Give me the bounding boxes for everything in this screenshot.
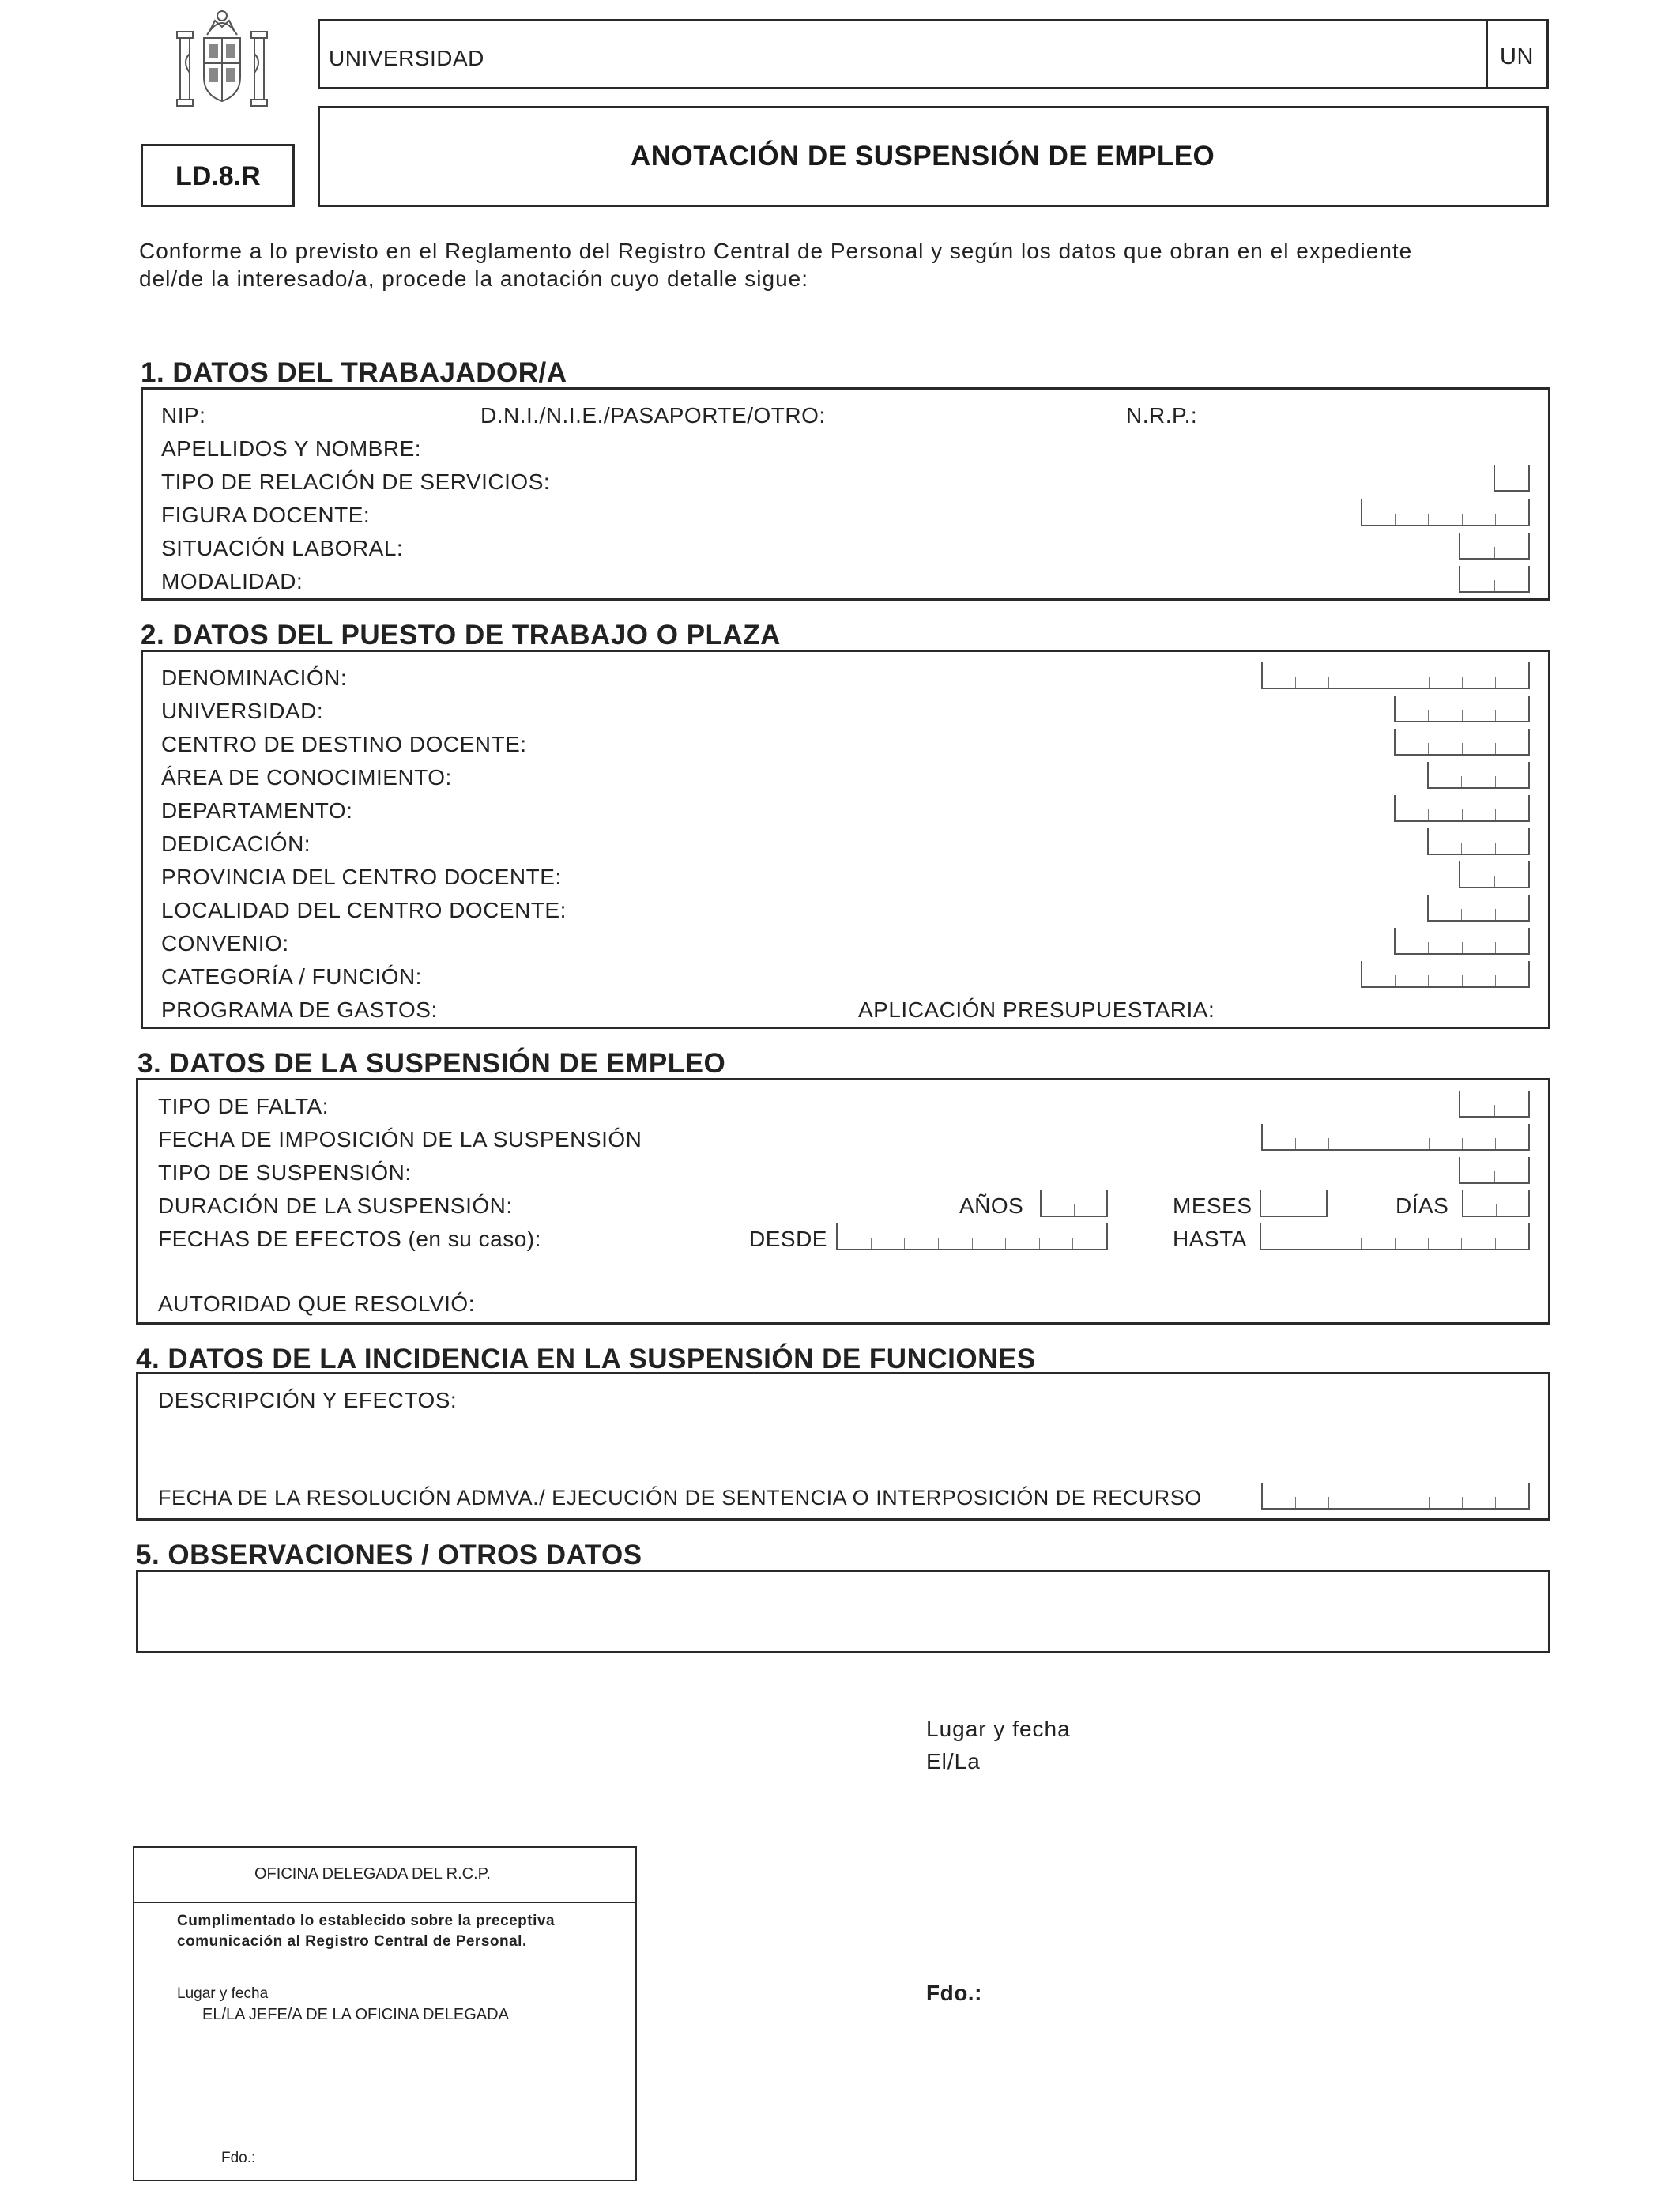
meses-cells[interactable] — [1260, 1190, 1328, 1217]
categoria-label: CATEGORÍA / FUNCIÓN: — [161, 964, 422, 989]
lugar-fecha-label: Lugar y fecha — [926, 1717, 1071, 1741]
figura-cells[interactable] — [1361, 499, 1530, 526]
departamento-label: DEPARTAMENTO: — [161, 798, 353, 823]
tipo-falta-label: TIPO DE FALTA: — [158, 1094, 330, 1118]
dias-cells[interactable] — [1462, 1190, 1530, 1217]
hasta-cells[interactable] — [1260, 1223, 1530, 1250]
fecha-resolucion-cells[interactable] — [1261, 1483, 1530, 1510]
section-3-title: 3. DATOS DE LA SUSPENSIÓN DE EMPLEO — [137, 1048, 726, 1079]
office-jefe: EL/LA JEFE/A DE LA OFICINA DELEGADA — [202, 2006, 509, 2023]
code-label: UN — [1500, 44, 1534, 70]
university-label: UNIVERSIDAD — [329, 46, 484, 70]
fecha-resolucion-label: FECHA DE LA RESOLUCIÓN ADMVA./ EJECUCIÓN DE SENTENCIA O INTERPOSICIÓN DE RECURSO — [158, 1486, 1202, 1510]
fdo-label: Fdo.: — [926, 1981, 982, 2005]
descripcion-label: DESCRIPCIÓN Y EFECTOS: — [158, 1388, 458, 1412]
situacion-cells[interactable] — [1459, 533, 1530, 560]
modalidad-label: MODALIDAD: — [161, 569, 303, 594]
page-title: ANOTACIÓN DE SUSPENSIÓN DE EMPLEO — [631, 141, 1215, 172]
section-5-title: 5. OBSERVACIONES / OTROS DATOS — [136, 1540, 642, 1570]
fechas-efectos-label: FECHAS DE EFECTOS (en su caso): — [158, 1227, 541, 1251]
coat-of-arms-icon — [172, 6, 272, 109]
office-divider — [133, 1902, 637, 1903]
dni-label: D.N.I./N.I.E./PASAPORTE/OTRO: — [480, 403, 826, 428]
tipo-suspension-cells[interactable] — [1459, 1157, 1530, 1184]
tipo-falta-cells[interactable] — [1459, 1091, 1530, 1118]
office-lugar-fecha: Lugar y fecha — [177, 1985, 269, 2002]
fecha-imposicion-label: FECHA DE IMPOSICIÓN DE LA SUSPENSIÓN — [158, 1127, 642, 1152]
provincia-cells[interactable] — [1459, 861, 1530, 888]
denominacion-cells[interactable] — [1261, 662, 1530, 689]
meses-label: MESES — [1173, 1193, 1252, 1218]
tipo-suspension-label: TIPO DE SUSPENSIÓN: — [158, 1160, 412, 1185]
localidad-cells[interactable] — [1427, 895, 1530, 922]
convenio-cells[interactable] — [1394, 928, 1530, 955]
modalidad-cells[interactable] — [1459, 566, 1530, 593]
area-cells[interactable] — [1427, 762, 1530, 789]
intro-line-1: Conforme a lo previsto en el Reglamento del Registro Central de Personal y según los datos que obran en el expediente — [139, 239, 1413, 263]
categoria-cells[interactable] — [1361, 961, 1530, 988]
university-box — [318, 19, 1549, 89]
localidad-label: LOCALIDAD DEL CENTRO DOCENTE: — [161, 898, 567, 922]
programa-label: PROGRAMA DE GASTOS: — [161, 997, 438, 1022]
section-4-title: 4. DATOS DE LA INCIDENCIA EN LA SUSPENSIÓN DE FUNCIONES — [136, 1344, 1036, 1374]
dedicacion-label: DEDICACIÓN: — [161, 831, 311, 856]
section-1-title: 1. DATOS DEL TRABAJADOR/A — [141, 357, 567, 388]
section-2-title: 2. DATOS DEL PUESTO DE TRABAJO O PLAZA — [141, 620, 781, 650]
nrp-label: N.R.P.: — [1126, 403, 1198, 428]
el-la-label: El/La — [926, 1749, 981, 1774]
provincia-label: PROVINCIA DEL CENTRO DOCENTE: — [161, 865, 562, 889]
office-title: OFICINA DELEGADA DEL R.C.P. — [254, 1865, 491, 1883]
divider — [1486, 19, 1488, 89]
universidad-label: UNIVERSIDAD: — [161, 699, 324, 723]
universidad-cells[interactable] — [1394, 696, 1530, 722]
centro-cells[interactable] — [1394, 729, 1530, 756]
departamento-cells[interactable] — [1394, 795, 1530, 822]
tipo-relacion-label: TIPO DE RELACIÓN DE SERVICIOS: — [161, 469, 551, 494]
office-fdo: Fdo.: — [221, 2150, 256, 2166]
office-text-1: Cumplimentado lo establecido sobre la preceptiva — [177, 1913, 556, 1929]
nip-label: NIP: — [161, 403, 206, 428]
apellidos-label: APELLIDOS Y NOMBRE: — [161, 436, 422, 461]
figura-label: FIGURA DOCENTE: — [161, 503, 371, 527]
fecha-imposicion-cells[interactable] — [1261, 1124, 1530, 1151]
area-label: ÁREA DE CONOCIMIENTO: — [161, 765, 452, 790]
duracion-label: DURACIÓN DE LA SUSPENSIÓN: — [158, 1193, 513, 1218]
desde-label: DESDE — [749, 1227, 827, 1251]
autoridad-label: AUTORIDAD QUE RESOLVIÓ: — [158, 1291, 475, 1316]
denominacion-label: DENOMINACIÓN: — [161, 665, 348, 690]
dedicacion-cells[interactable] — [1427, 828, 1530, 855]
form-id: LD.8.R — [175, 161, 261, 191]
tipo-relacion-cells[interactable] — [1494, 465, 1530, 492]
anos-label: AÑOS — [959, 1193, 1024, 1218]
observaciones-box[interactable] — [136, 1570, 1550, 1653]
anos-cells[interactable] — [1040, 1190, 1108, 1217]
centro-label: CENTRO DE DESTINO DOCENTE: — [161, 732, 527, 756]
hasta-label: HASTA — [1173, 1227, 1247, 1251]
convenio-label: CONVENIO: — [161, 931, 289, 956]
situacion-label: SITUACIÓN LABORAL: — [161, 536, 404, 560]
intro-line-2: del/de la interesado/a, procede la anotación cuyo detalle sigue: — [139, 266, 808, 291]
desde-cells[interactable] — [836, 1223, 1108, 1250]
aplicacion-label: APLICACIÓN PRESUPUESTARIA: — [858, 997, 1215, 1022]
dias-label: DÍAS — [1396, 1193, 1449, 1218]
office-text-2: comunicación al Registro Central de Personal. — [177, 1933, 527, 1950]
